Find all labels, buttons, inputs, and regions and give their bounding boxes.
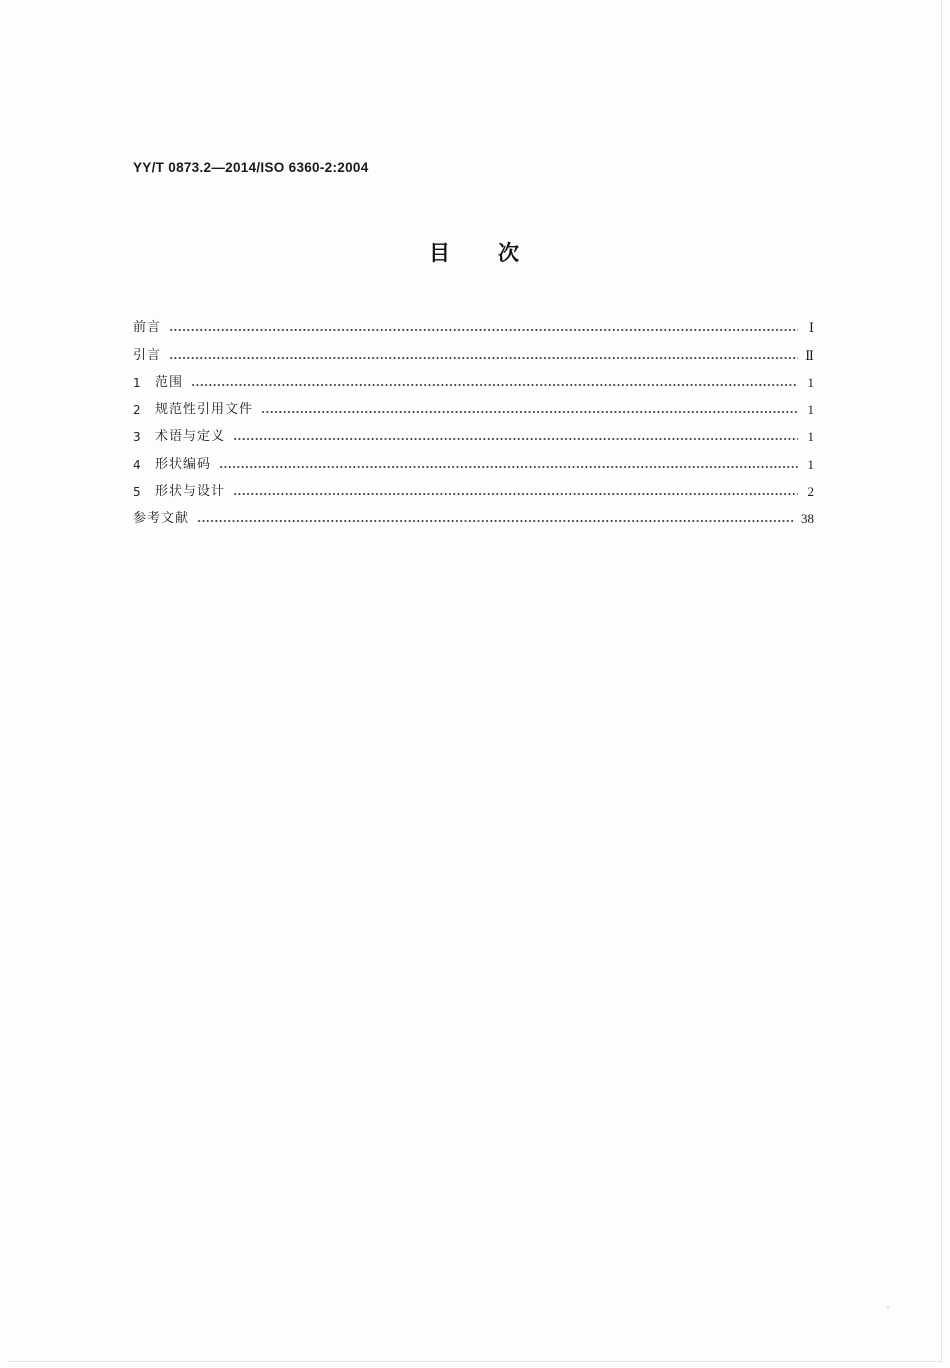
page-edge — [8, 0, 942, 1362]
dot-leader — [169, 356, 798, 360]
standard-code: YY/T 0873.2—2014/ISO 6360-2:2004 — [133, 160, 369, 175]
toc-entry-label: 规范性引用文件 — [155, 402, 254, 418]
toc-entry-number: 4 — [133, 457, 141, 472]
toc-entry-shape-design[interactable] — [133, 474, 814, 501]
dot-leader — [233, 437, 798, 441]
toc-entry-label: 引言 — [133, 347, 162, 363]
table-of-contents — [133, 310, 814, 528]
toc-entry-page: 1 — [807, 402, 814, 418]
scan-speck — [887, 1306, 889, 1308]
toc-entry-bibliography[interactable] — [133, 501, 814, 528]
toc-entry-number: 5 — [133, 485, 141, 500]
toc-entry-label: 前言 — [133, 320, 162, 336]
dot-leader — [197, 519, 795, 523]
toc-entry-foreword[interactable] — [133, 310, 814, 337]
toc-entry-normative-references[interactable] — [133, 392, 814, 419]
toc-entry-page: 1 — [807, 374, 814, 390]
toc-entry-page: Ⅱ — [805, 347, 814, 363]
toc-entry-terms-definitions[interactable] — [133, 419, 814, 446]
toc-entry-scope[interactable] — [133, 365, 814, 392]
toc-entry-page: Ⅰ — [808, 320, 814, 336]
toc-entry-shape-coding[interactable] — [133, 446, 814, 473]
dot-leader — [233, 492, 798, 496]
title-char-right: 次 — [498, 241, 521, 265]
toc-entry-page: 1 — [807, 456, 814, 472]
toc-entry-page: 2 — [807, 484, 814, 500]
title-char-left: 目 — [429, 241, 452, 265]
dot-leader — [261, 410, 798, 414]
dot-leader — [191, 383, 798, 387]
toc-entry-introduction[interactable] — [133, 337, 814, 364]
toc-entry-number: 2 — [133, 403, 141, 418]
toc-entry-label: 形状编码 — [155, 456, 212, 472]
toc-entry-label: 范围 — [155, 374, 184, 390]
toc-entry-label: 参考文献 — [133, 511, 190, 527]
toc-entry-label: 术语与定义 — [155, 429, 226, 445]
dot-leader — [169, 328, 798, 332]
toc-entry-page: 1 — [807, 429, 814, 445]
page-title — [0, 237, 950, 267]
dot-leader — [219, 465, 798, 469]
toc-entry-number: 3 — [133, 430, 141, 445]
toc-entry-page: 38 — [801, 511, 814, 527]
toc-entry-label: 形状与设计 — [155, 484, 226, 500]
toc-entry-number: 1 — [133, 375, 141, 390]
